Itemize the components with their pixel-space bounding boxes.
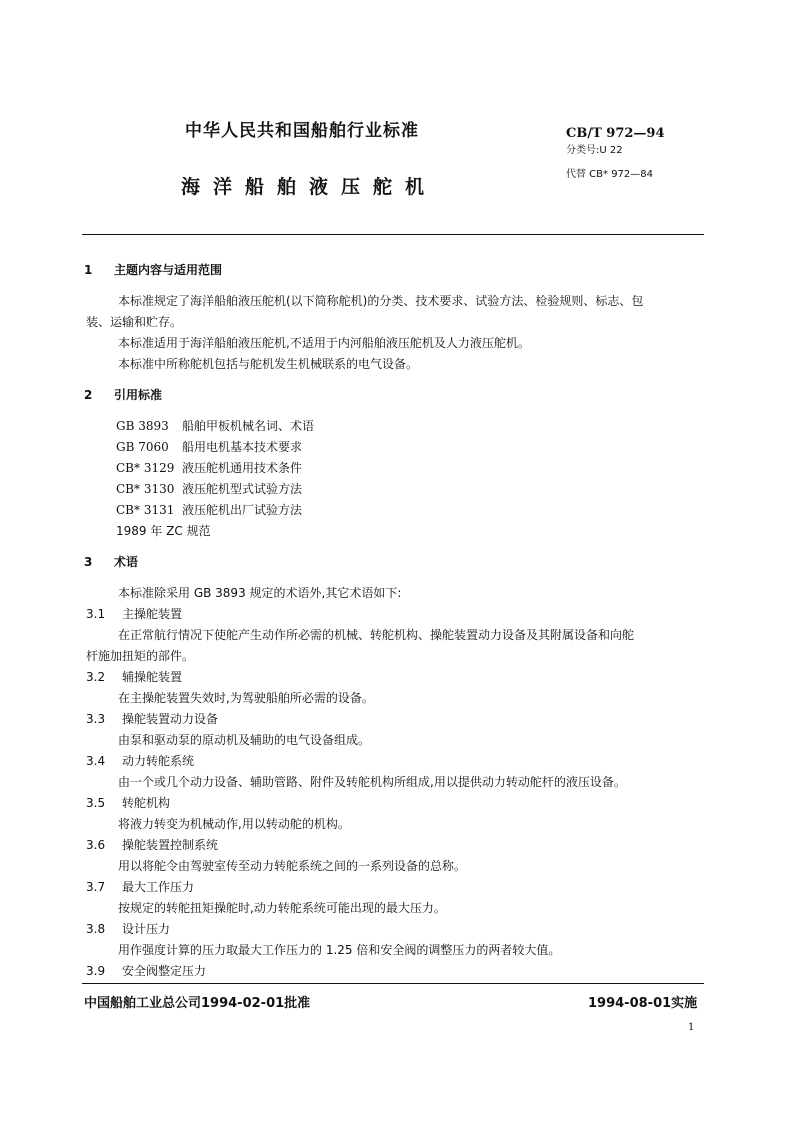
term-number: 3.5 (86, 796, 106, 810)
section-3-heading (84, 553, 138, 570)
standard-org-title: 中华人民共和国船舶行业标准 (185, 121, 419, 141)
term-number: 3.3 (86, 712, 106, 726)
reference-code: CB* 3130 (116, 482, 175, 496)
term-number: 3.6 (86, 838, 106, 852)
reference-code: GB 3893 (116, 419, 169, 433)
section-title: 引用标准 (114, 388, 163, 402)
paragraph: 本标准规定了海洋船舶液压舵机(以下简称舵机)的分类、技术要求、试验方法、检验规则、标志、包 (118, 294, 644, 308)
reference-title: 船舶甲板机械名词、术语 (182, 419, 315, 433)
reference-item (116, 438, 302, 455)
section-title: 主题内容与适用范围 (114, 263, 223, 277)
term-name: 操舵装置动力设备 (122, 712, 219, 726)
section-number: 3 (84, 555, 93, 569)
reference-title: 液压舵机型式试验方法 (182, 482, 303, 496)
term-number: 3.4 (86, 754, 106, 768)
classification-number: 分类号:U 22 (566, 145, 623, 156)
reference-item: 1989 年 ZC 规范 (116, 524, 211, 538)
implementation-date: 1994-08-01实施 (588, 996, 698, 1011)
paragraph: 本标准适用于海洋船舶液压舵机,不适用于内河船舶液压舵机及人力液压舵机。 (118, 336, 530, 350)
section-1-heading (84, 261, 222, 278)
paragraph: 本标准除采用 GB 3893 规定的术语外,其它术语如下: (118, 586, 402, 600)
term-number: 3.1 (86, 607, 106, 621)
reference-code: CB* 3129 (116, 461, 175, 475)
footer-divider (82, 983, 704, 984)
reference-title: 液压舵机出厂试验方法 (182, 503, 303, 517)
term-heading (86, 878, 194, 895)
term-name: 设计压力 (122, 922, 171, 936)
term-number: 3.8 (86, 922, 106, 936)
term-number: 3.2 (86, 670, 106, 684)
term-heading (86, 920, 170, 937)
term-definition: 由一个或几个动力设备、辅助管路、附件及转舵机构所组成,用以提供动力转动舵杆的液压设备。 (118, 775, 626, 789)
reference-code: GB 7060 (116, 440, 169, 454)
paragraph: 本标准中所称舵机包括与舵机发生机械联系的电气设备。 (118, 357, 419, 371)
section-number: 2 (84, 388, 93, 402)
term-definition: 由泵和驱动泵的原动机及辅助的电气设备组成。 (118, 733, 371, 747)
term-name: 辅操舵装置 (122, 670, 183, 684)
reference-item (116, 480, 302, 497)
header-divider (82, 234, 704, 235)
term-heading (86, 962, 206, 979)
term-name: 安全阀整定压力 (122, 964, 207, 978)
term-name: 最大工作压力 (122, 880, 195, 894)
term-definition: 将液力转变为机械动作,用以转动舵的机构。 (118, 817, 350, 831)
page-number: 1 (688, 1022, 695, 1033)
approval-info: 中国船舶工业总公司1994-02-01批准 (84, 996, 311, 1011)
term-name: 操舵装置控制系统 (122, 838, 219, 852)
term-heading (86, 605, 182, 622)
term-heading (86, 836, 218, 853)
document-title: 海洋船舶液压舵机 (181, 176, 438, 198)
term-definition: 按规定的转舵扭矩操舵时,动力转舵系统可能出现的最大压力。 (118, 901, 446, 915)
term-number: 3.7 (86, 880, 106, 894)
term-heading (86, 668, 182, 685)
section-number: 1 (84, 263, 93, 277)
reference-title: 液压舵机通用技术条件 (182, 461, 303, 475)
section-title: 术语 (114, 555, 139, 569)
term-number: 3.9 (86, 964, 106, 978)
term-name: 转舵机构 (122, 796, 171, 810)
term-heading (86, 794, 170, 811)
reference-item (116, 417, 314, 434)
term-definition: 用作强度计算的压力取最大工作压力的 1.25 倍和安全阀的调整压力的两者较大值。 (118, 943, 561, 957)
reference-code: CB* 3131 (116, 503, 175, 517)
term-definition: 用以将舵令由驾驶室传至动力转舵系统之间的一系列设备的总称。 (118, 859, 467, 873)
term-name: 动力转舵系统 (122, 754, 195, 768)
reference-title: 船用电机基本技术要求 (182, 440, 303, 454)
term-heading (86, 752, 194, 769)
term-definition: 在主操舵装置失效时,为驾驶船舶所必需的设备。 (118, 691, 374, 705)
reference-item (116, 459, 302, 476)
reference-item (116, 501, 302, 518)
term-definition-continuation: 杆施加扭矩的部件。 (86, 649, 195, 663)
standard-code: CB/T 972—94 (566, 126, 665, 141)
term-name: 主操舵装置 (122, 607, 183, 621)
term-definition: 在正常航行情况下使舵产生动作所必需的机械、转舵机构、操舵装置动力设备及其附属设备和向舵 (118, 628, 635, 642)
replaces-standard: 代替 CB* 972—84 (566, 169, 654, 180)
section-2-heading (84, 386, 162, 403)
term-heading (86, 710, 218, 727)
paragraph-continuation: 装、运输和贮存。 (86, 315, 183, 329)
